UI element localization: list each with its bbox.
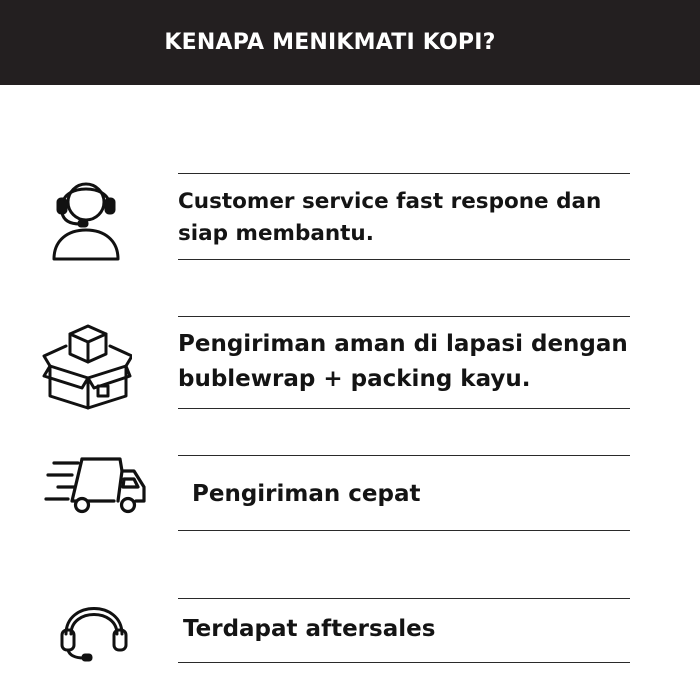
feature-text-fast-shipping: Pengiriman cepat (192, 481, 421, 507)
feature-text-aftersales: Terdapat aftersales (183, 616, 436, 642)
headphones-icon (58, 596, 130, 662)
divider-line (178, 173, 630, 174)
divider-line (178, 408, 630, 409)
page-title: KENAPA MENIKMATI KOPI? (164, 30, 496, 55)
divider-line (178, 455, 630, 456)
feature-text-customer-service: Customer service fast respone dan siap membantu. (178, 189, 602, 246)
divider-line (178, 259, 630, 260)
divider-line (178, 598, 630, 599)
feature-text-safe-shipping: Pengiriman aman di lapasi dengan bublewrap + packing kayu. (178, 331, 628, 392)
package-box-icon (42, 320, 132, 410)
delivery-truck-icon (44, 455, 148, 519)
divider-line (178, 530, 630, 531)
divider-line (178, 316, 630, 317)
header-banner (0, 0, 700, 85)
divider-line (178, 662, 630, 663)
customer-service-icon (50, 172, 122, 262)
